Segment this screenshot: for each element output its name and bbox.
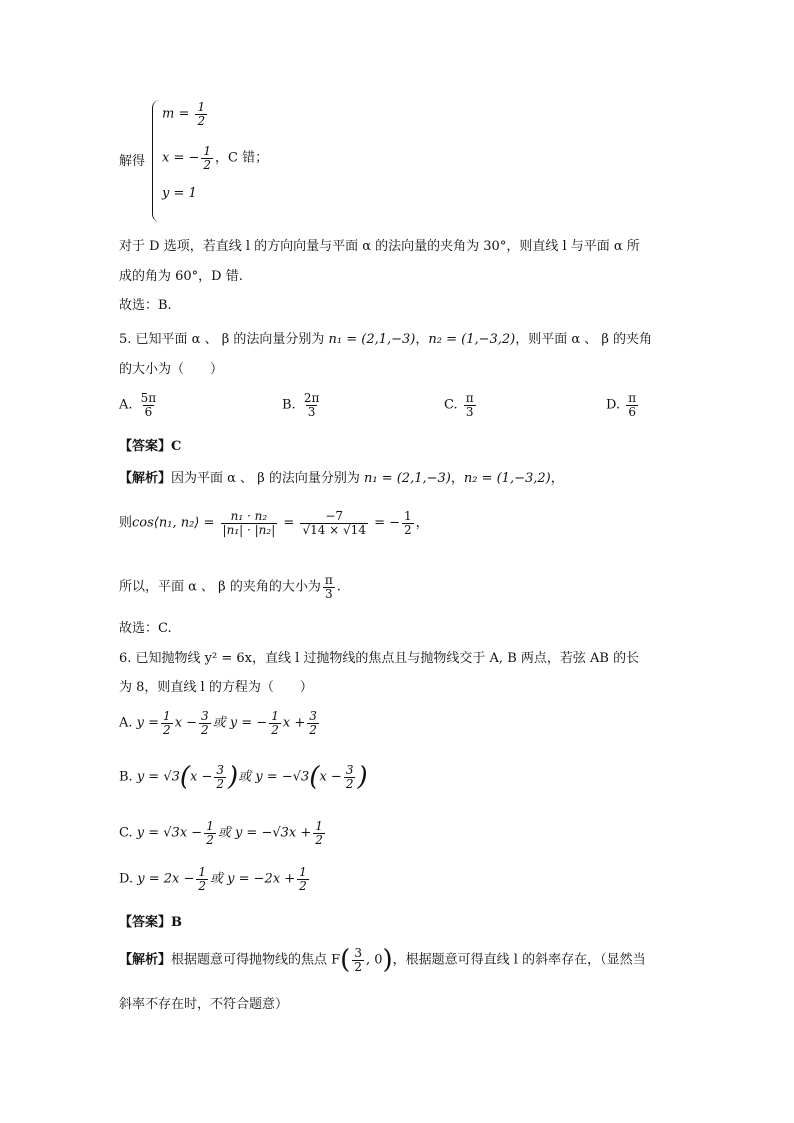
q6-option-b: B. y = √3(x − $\frac{3}{2}$ )或 y = −√3(x − $\frac{3}{2}$ ) bbox=[119, 762, 368, 792]
q6-option-a: A. y = $\frac{1}{2}$ x − $\frac{3}{2}$ 或 y = − $\frac{1}{2}$ x + $\frac{3}{2}$ bbox=[119, 709, 317, 737]
q5-option-a: A. $\frac{5\pi}{6}$ bbox=[119, 391, 157, 419]
q6-analysis-line2: 斜率不存在时，不符合题意） bbox=[119, 997, 289, 1012]
q6-stem-line1: 6. 已知抛物线 y² = 6x，直线 l 过抛物线的焦点且与抛物线交于 A, B 两点，若弦 AB 的长 bbox=[119, 651, 640, 666]
prev-answer-choice: 故选：B. bbox=[119, 298, 172, 313]
q5-stem-line1: 5. 已知平面 α 、 β 的法向量分别为 n₁ = (2,1,−3)，n₂ = (1,−3,2)，则平面 α 、 β 的夹角 bbox=[119, 332, 653, 347]
q5-conclusion: 所以，平面 α 、 β 的夹角的大小为 $\frac{\pi}{3}$ . bbox=[119, 573, 341, 601]
system-brace bbox=[152, 100, 161, 222]
d-option-line2: 成的角为 60°，D 错. bbox=[119, 269, 243, 284]
q6-stem-line2: 为 8，则直线 l 的方程为（ ） bbox=[119, 680, 313, 695]
system-row-y: y = 1 bbox=[162, 186, 197, 201]
q5-choice: 故选：C. bbox=[119, 621, 172, 636]
q5-option-c: C. $\frac{\pi}{3}$ bbox=[444, 391, 474, 419]
q5-answer: 【答案】C bbox=[119, 439, 182, 454]
q6-option-c: C. y = √3x − $\frac{1}{2}$ 或 y = −√3x + $\frac{1}{2}$ bbox=[119, 819, 323, 847]
q5-cos-formula: 则cos⟨n₁, n₂⟩ = $\frac{\text{n₁ · n₂}}{\text{|n₁| · |n₂|}}$ = $\frac{-7}{√14 \times √14}$ = − $\frac{1}{2}$ ， bbox=[119, 509, 429, 537]
solve-prefix: 解得 bbox=[119, 154, 146, 169]
q5-stem-line2: 的大小为（ ） bbox=[119, 362, 224, 377]
q5-option-d: D. $\frac{\pi}{6}$ bbox=[606, 391, 637, 419]
q5-analysis-line1: 【解析】因为平面 α 、 β 的法向量分别为 n₁ = (2,1,−3)，n₂ = (1,−3,2)， bbox=[119, 471, 564, 486]
q6-option-d: D. y = 2x − $\frac{1}{2}$ 或 y = −2x + $\frac{1}{2}$ bbox=[119, 865, 307, 893]
system-row-m: m = $\frac{1}{2}$ bbox=[162, 100, 206, 128]
q6-analysis-line1: 【解析】根据题意可得抛物线的焦点 F( $\frac{3}{2}$ , 0)，根据题意可得直线 l 的斜率存在，（显然当 bbox=[119, 945, 646, 975]
q6-answer: 【答案】B bbox=[119, 915, 182, 930]
system-row-x: x = − $\frac{1}{2}$ ，C 错； bbox=[162, 144, 269, 172]
d-option-line1: 对于 D 选项，若直线 l 的方向向量与平面 α 的法向量的夹角为 30°，则直线 l 与平面 α 所 bbox=[119, 239, 640, 254]
q5-option-b: B. $\frac{2\pi}{3}$ bbox=[282, 391, 320, 419]
